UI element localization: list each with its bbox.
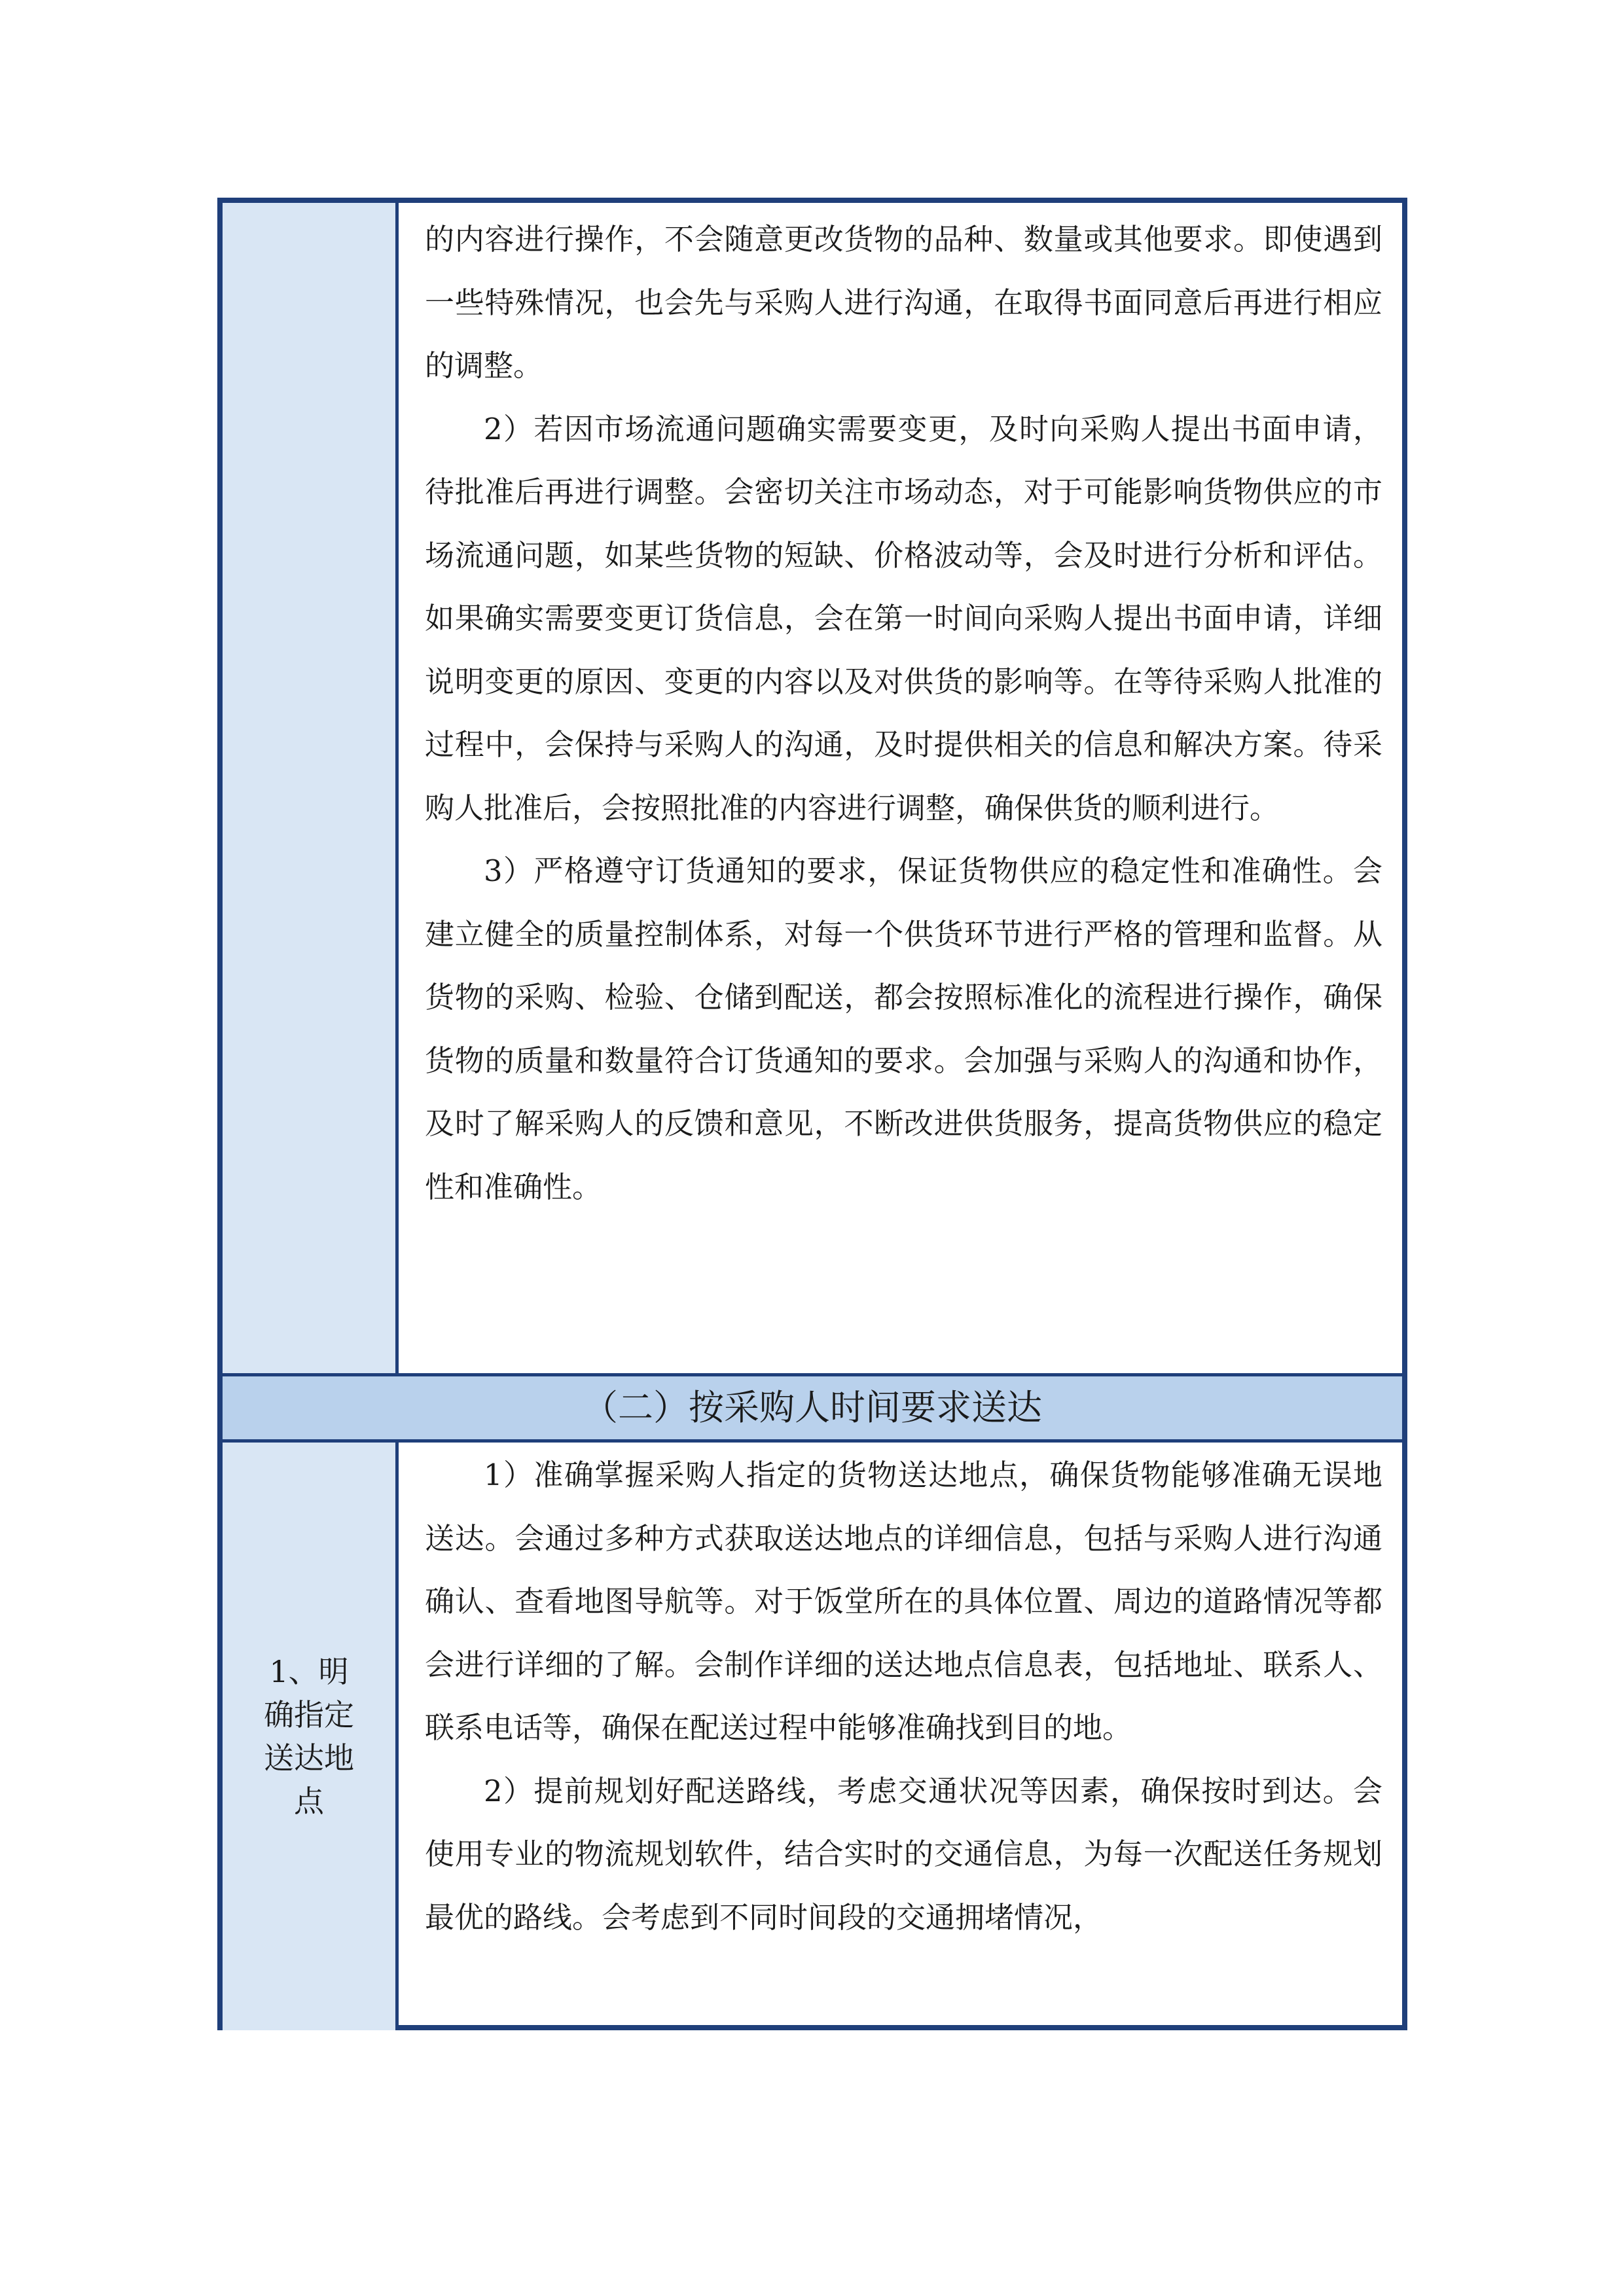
cell-text	[425, 1444, 1382, 1949]
section-header-row	[223, 1373, 1402, 1443]
paragraph: 2）若因市场流通问题确实需要变更，及时向采购人提出书面申请，待批准后再进行调整。会密切关注市场动态，对于可能影响货物供应的市场流通问题，如某些货物的短缺、价格波动等，会及时进行分析和评估。如果确实需要变更订货信息，会在第一时间向采购人提出书面申请，详细说明变更的原因、变更的内容以及对供货的影响等。在等待采购人批准的过程中，会保持与采购人的沟通，及时提供相关的信息和解决方案。待采购人批准后，会按照批准的内容进行调整，确保供货的顺利进行。	[425, 411, 1382, 825]
row-label-wrap	[223, 1443, 395, 2030]
table-row	[223, 1443, 1402, 2030]
paragraph: 2）提前规划好配送路线，考虑交通状况等因素，确保按时到达。会使用专业的物流规划软件，结合实时的交通信息，为每一次配送任务规划最优的路线。会考虑到不同时间段的交通拥堵情况，	[425, 1773, 1382, 1935]
left-label-cell	[223, 203, 399, 1373]
left-label-cell	[223, 1443, 399, 2030]
content-table	[217, 198, 1407, 2030]
row-label: 1、明确指定送达地点	[264, 1654, 354, 1819]
paragraph: 3）严格遵守订货通知的要求，保证货物供应的稳定性和准确性。会建立健全的质量控制体系，对每一个供货环节进行严格的管理和监督。从货物的采购、检验、仓储到配送，都会按照标准化的流程进行操作，确保货物的质量和数量符合订货通知的要求。会加强与采购人的沟通和协作，及时了解采购人的反馈和意见，不断改进供货服务，提高货物供应的稳定性和准确性。	[425, 853, 1382, 1204]
table-row-continuation	[223, 203, 1402, 1373]
section-title: （二）按采购人时间要求送达	[583, 1387, 1042, 1428]
paragraph: 的内容进行操作，不会随意更改货物的品种、数量或其他要求。即使遇到一些特殊情况，也会先与采购人进行沟通，在取得书面同意后再进行相应的调整。	[425, 222, 1382, 383]
cell-text	[425, 208, 1382, 1219]
right-content-cell	[399, 1443, 1402, 2030]
right-content-cell	[399, 203, 1402, 1373]
paragraph: 1）准确掌握采购人指定的货物送达地点，确保货物能够准确无误地送达。会通过多种方式获取送达地点的详细信息，包括与采购人进行沟通确认、查看地图导航等。对于饭堂所在的具体位置、周边的道路情况等都会进行详细的了解。会制作详细的送达地点信息表，包括地址、联系人、联系电话等，确保在配送过程中能够准确找到目的地。	[425, 1458, 1382, 1745]
